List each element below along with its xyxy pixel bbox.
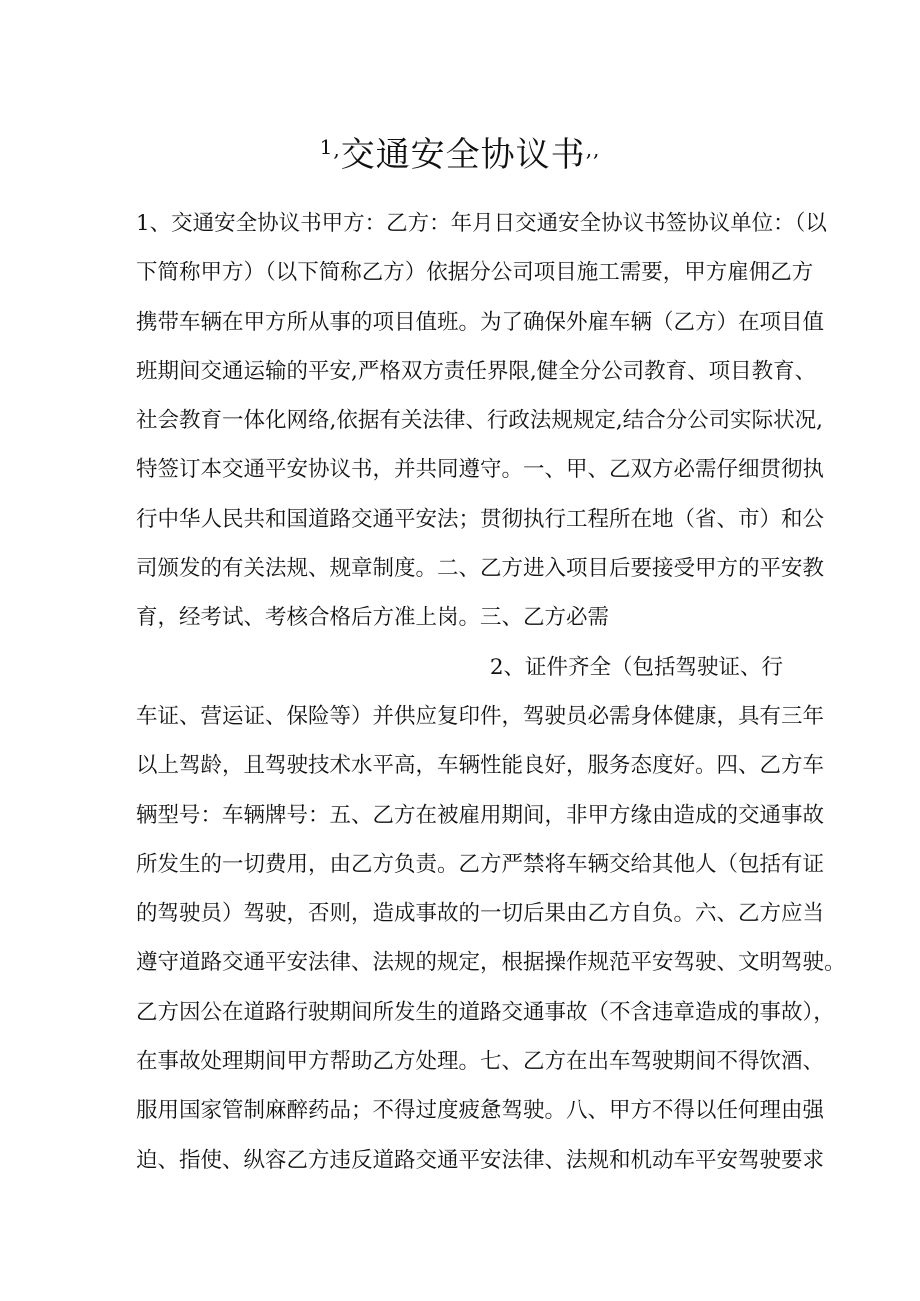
title-separator: , [333, 137, 341, 161]
body-line: 所发生的一切费用，由乙方负责。乙方严禁将车辆交给其他人（包括有证 [136, 851, 825, 877]
body-line: 社会教育一体化网络,依据有关法律、行政法规规定,结合分公司实际状况, [136, 408, 824, 434]
body-line: 1、交通安全协议书甲方：乙方：年月日交通安全协议书签协议单位：（以 [136, 211, 827, 236]
section-heading-line: 2、证件齐全（包括驾驶证、行 [489, 654, 783, 680]
title-text: 交通安全协议书 [340, 135, 586, 175]
body-line: 携带车辆在甲方所从事的项目值班。为了确保外雇车辆（乙方）在项目值 [136, 309, 825, 335]
title-number: 1 [319, 135, 334, 159]
body-line: 行中华人民共和国道路交通平安法；贯彻执行工程所在地（省、市）和公 [136, 506, 825, 532]
body-line: 的驾驶员）驾驶，否则，造成事故的一切后果由乙方自负。六、乙方应当 [136, 901, 825, 927]
body-line: 在事故处理期间甲方帮助乙方处理。七、乙方在出车驾驶期间不得饮酒、 [136, 1049, 825, 1075]
body-line: 迫、指使、纵容乙方违反道路交通平安法律、法规和机动车平安驾驶要求 [136, 1147, 825, 1173]
body-line: 服用国家管制麻醉药品；不得过度疲惫驾驶。八、甲方不得以任何理由强 [136, 1098, 825, 1124]
document-title [0, 127, 920, 175]
body-line: 辆型号：车辆牌号：五、乙方在被雇用期间，非甲方缘由造成的交通事故 [136, 802, 825, 828]
body-line: 司颁发的有关法规、规章制度。二、乙方进入项目后要接受甲方的平安教 [136, 556, 825, 582]
body-line: 车证、营运证、保险等）并供应复印件，驾驶员必需身体健康，具有三年 [136, 703, 825, 729]
document-body [136, 208, 846, 1194]
body-line: 遵守道路交通平安法律、法规的规定，根据操作规范平安驾驶、文明驾驶。 [136, 950, 846, 976]
body-line: 乙方因公在道路行驶期间所发生的道路交通事故（不含违章造成的事故）， [136, 999, 835, 1025]
body-line: 班期间交通运输的平安,严格双方责任界限,健全分公司教育、项目教育、 [136, 358, 817, 384]
body-line: 以上驾龄，且驾驶技术水平高，车辆性能良好，服务态度好。四、乙方车 [136, 753, 825, 779]
body-line: 育，经考试、考核合格后方准上岗。三、乙方必需 [136, 605, 610, 631]
body-line: 下简称甲方）（以下简称乙方）依据分公司项目施工需要，甲方雇佣乙方 [136, 260, 814, 286]
body-line: 特签订本交通平安协议书，并共同遵守。一、甲、乙双方必需仔细贯彻执 [136, 457, 825, 483]
title-trailing-marks: ,, [585, 137, 601, 161]
